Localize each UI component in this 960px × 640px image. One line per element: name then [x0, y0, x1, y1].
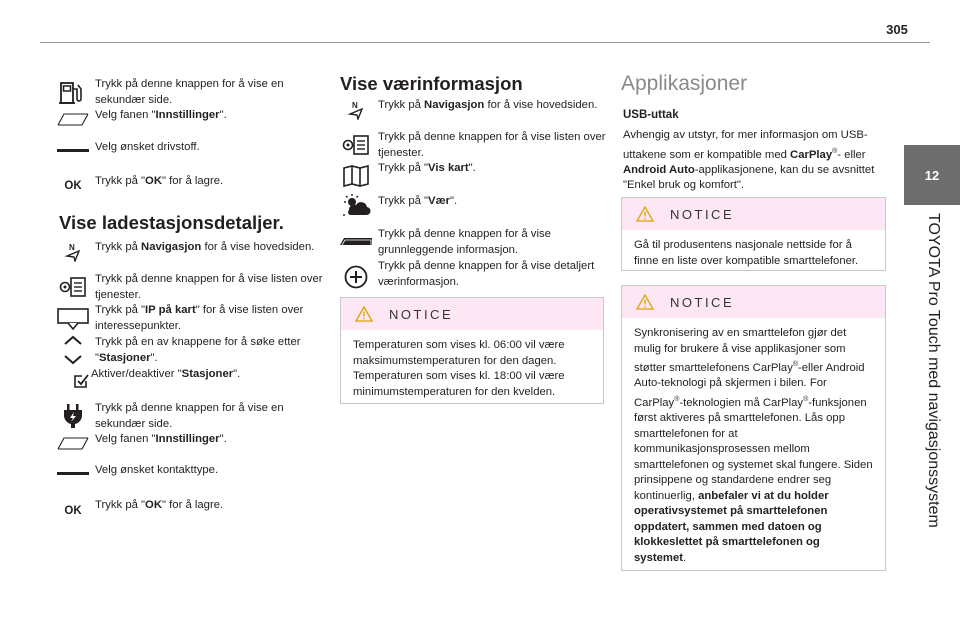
- text-part: " for å lagre.: [162, 175, 224, 187]
- section-heading-applications: Applikasjoner: [621, 72, 748, 95]
- text-part: ".: [233, 368, 241, 380]
- text-part: Synkronisering av en smarttelefon gjør det mulig for brukere å vise applikasjoner som støtter smarttelefonens CarPlay: [634, 327, 847, 374]
- ok-icon-label: OK: [64, 180, 82, 192]
- warning-triangle-icon: [636, 294, 654, 310]
- notice-text: [622, 318, 885, 574]
- chapter-tab-number: 12: [924, 167, 940, 183]
- navigation-icon: [340, 100, 372, 120]
- text-part: .: [682, 551, 687, 564]
- fuel-station-icon: [57, 81, 89, 105]
- text-part: Aktiver/deaktiver ": [91, 368, 182, 380]
- services-list-icon: [340, 134, 372, 156]
- text-part: -applikasjonene, kan du se avsnittet "Enkel bruk og komfort".: [623, 163, 875, 192]
- tab-outline-icon: [57, 436, 89, 450]
- step-text-content: Trykk på denne knappen for å vise detaljert værinformasjon.: [378, 260, 595, 288]
- step-text: [378, 227, 606, 258]
- list-bar-icon: [57, 148, 89, 156]
- text-bold: anbefaler vi at du holder operativsystemet på smarttelefonen oppdatert, sammen med datoen og klokkeslettet på smarttelefonen og systemet: [634, 489, 829, 564]
- services-list-icon: [57, 276, 89, 298]
- text-part: Trykk på: [378, 99, 425, 111]
- tab-outline-icon: [57, 112, 89, 126]
- page-number: 305: [886, 22, 908, 37]
- step-text: [95, 401, 330, 432]
- step-text: [378, 194, 606, 210]
- step-text: [95, 432, 330, 448]
- chevron-up-down-icon: [57, 335, 89, 365]
- ok-icon: [57, 180, 89, 192]
- step-text: [95, 463, 330, 479]
- text-bold: Innstillinger: [155, 109, 220, 121]
- text-part: Avhengig av utstyr, for mer informasjon om USB-uttakene som er kompatible med: [623, 129, 868, 161]
- notice-text: Gå til produsentens nasjonale nettside for å finne en liste over kompatible smarttelefoner.: [634, 239, 859, 267]
- text-bold: Navigasjon: [141, 241, 202, 253]
- section-heading-charging: Vise ladestasjonsdetaljer.: [59, 212, 284, 233]
- text-part: -eller Android Auto-teknologi på skjermen i bilen. For CarPlay: [634, 361, 865, 409]
- step-text: [95, 498, 330, 514]
- text-part: -funksjonen først aktiveres på smarttelefonen. Lås opp smarttelefonen for at kommunikasjonsprosessen mellom smarttelefonen og systemet skal fungere. Siden prinsippene og standardene endrer seg kontinuerlig,: [634, 396, 873, 502]
- text-part: ".: [150, 351, 158, 364]
- poi-map-icon: [57, 308, 89, 330]
- step-text-content: Velg ønsket drivstoff.: [95, 141, 200, 153]
- step-text: [95, 335, 330, 366]
- text-bold: CarPlay: [790, 148, 833, 161]
- step-text-content: Trykk på denne knappen for å vise en sekundær side.: [95, 402, 284, 430]
- text-bold: Vær: [428, 195, 451, 207]
- text-bold: Navigasjon: [424, 99, 485, 111]
- registered-mark: ®: [792, 361, 799, 368]
- text-bold: OK: [145, 499, 162, 511]
- text-part: " for å lagre.: [162, 499, 224, 511]
- step-text-content: Velg ønsket kontakttype.: [95, 464, 219, 476]
- step-text: [95, 140, 330, 156]
- chapter-title: [904, 213, 960, 613]
- text-part: Trykk på ": [95, 499, 146, 511]
- text-part: -teknologien må CarPlay: [679, 396, 804, 409]
- step-text: [95, 303, 330, 334]
- notice-label: NOTICE: [670, 294, 735, 310]
- svg-text:N: N: [352, 101, 358, 110]
- notice-box-sync: [621, 285, 886, 571]
- notice-box-weather: [340, 297, 604, 404]
- navigation-icon: [57, 242, 89, 262]
- notice-label: NOTICE: [389, 306, 454, 322]
- text-part: ".: [219, 109, 227, 121]
- step-text-content: Trykk på denne knappen for å vise grunnleggende informasjon.: [378, 228, 551, 256]
- subheading-usb: USB-uttak: [623, 109, 679, 121]
- text-bold: Stasjoner: [99, 351, 151, 364]
- text-part: Trykk på ": [378, 162, 429, 174]
- text-part: ".: [468, 162, 476, 174]
- step-text: [378, 130, 606, 161]
- notice-text: Temperaturen som vises kl. 06:00 vil være maksimumstemperaturen for den dagen. Temperaturen som vises kl. 18:00 vil være minimumstemperaturen for den kvelden.: [353, 339, 565, 398]
- chapter-title-text: TOYOTA Pro Touch med navigasjonssystem: [925, 213, 942, 528]
- text-bold: IP på kart: [145, 304, 196, 316]
- registered-mark: ®: [832, 147, 838, 155]
- svg-text:N: N: [69, 243, 75, 252]
- text-bold: OK: [145, 175, 162, 187]
- text-part: for å vise hovedsiden.: [484, 99, 598, 111]
- charging-plug-icon: [57, 403, 89, 429]
- registered-mark: ®: [803, 395, 809, 403]
- step-text-content: Trykk på denne knappen for å vise listen over tjenester.: [378, 131, 606, 159]
- warning-triangle-icon: [636, 206, 654, 222]
- notice-header: [622, 198, 885, 230]
- usb-paragraph: [623, 128, 887, 194]
- plus-circle-icon: [340, 265, 372, 289]
- step-text: [95, 272, 330, 303]
- step-text: [378, 259, 606, 290]
- notice-header: [622, 286, 885, 318]
- basic-info-bar-icon: [340, 237, 372, 247]
- text-bold: Android Auto: [623, 163, 695, 176]
- text-part: ".: [219, 433, 227, 445]
- text-part: " for å vise listen over interessepunkter.: [95, 304, 304, 332]
- section-heading-weather: Vise værinformasjon: [340, 73, 523, 94]
- step-text: [95, 174, 330, 190]
- text-part: Velg fanen ": [95, 109, 156, 121]
- notice-box-smartphones: [621, 197, 886, 271]
- map-icon: [340, 165, 372, 187]
- notice-header: [341, 298, 603, 330]
- step-text-content: Trykk på denne knappen for å vise en sekundær side.: [95, 78, 284, 106]
- step-text: [91, 367, 326, 383]
- list-bar-icon: [57, 471, 89, 479]
- text-part: Trykk på ": [95, 304, 146, 316]
- text-part: Trykk på ": [378, 195, 429, 207]
- ok-icon: [57, 505, 89, 517]
- weather-icon: [340, 194, 372, 216]
- registered-mark: ®: [674, 395, 680, 403]
- text-part: Trykk på: [95, 241, 142, 253]
- warning-triangle-icon: [355, 306, 373, 322]
- text-part: Trykk på ": [95, 175, 146, 187]
- ok-icon-label: OK: [64, 505, 82, 517]
- text-part: ".: [450, 195, 458, 207]
- notice-label: NOTICE: [670, 206, 735, 222]
- text-part: for å vise hovedsiden.: [201, 241, 315, 253]
- text-part: Trykk på en av knappene for å søke etter ": [95, 336, 301, 364]
- text-bold: Vis kart: [428, 162, 469, 174]
- chapter-tab: [904, 145, 960, 205]
- step-text: [95, 77, 330, 108]
- step-text: [95, 108, 330, 124]
- step-text: [95, 240, 330, 256]
- step-text: [378, 161, 606, 177]
- text-bold: Stasjoner: [181, 368, 234, 380]
- top-rule: [40, 42, 930, 43]
- step-text: [378, 98, 606, 114]
- text-bold: Innstillinger: [155, 433, 220, 445]
- step-text-content: Trykk på denne knappen for å vise listen over tjenester.: [95, 273, 323, 301]
- text-part: Velg fanen ": [95, 433, 156, 445]
- text-part: - eller: [837, 148, 866, 161]
